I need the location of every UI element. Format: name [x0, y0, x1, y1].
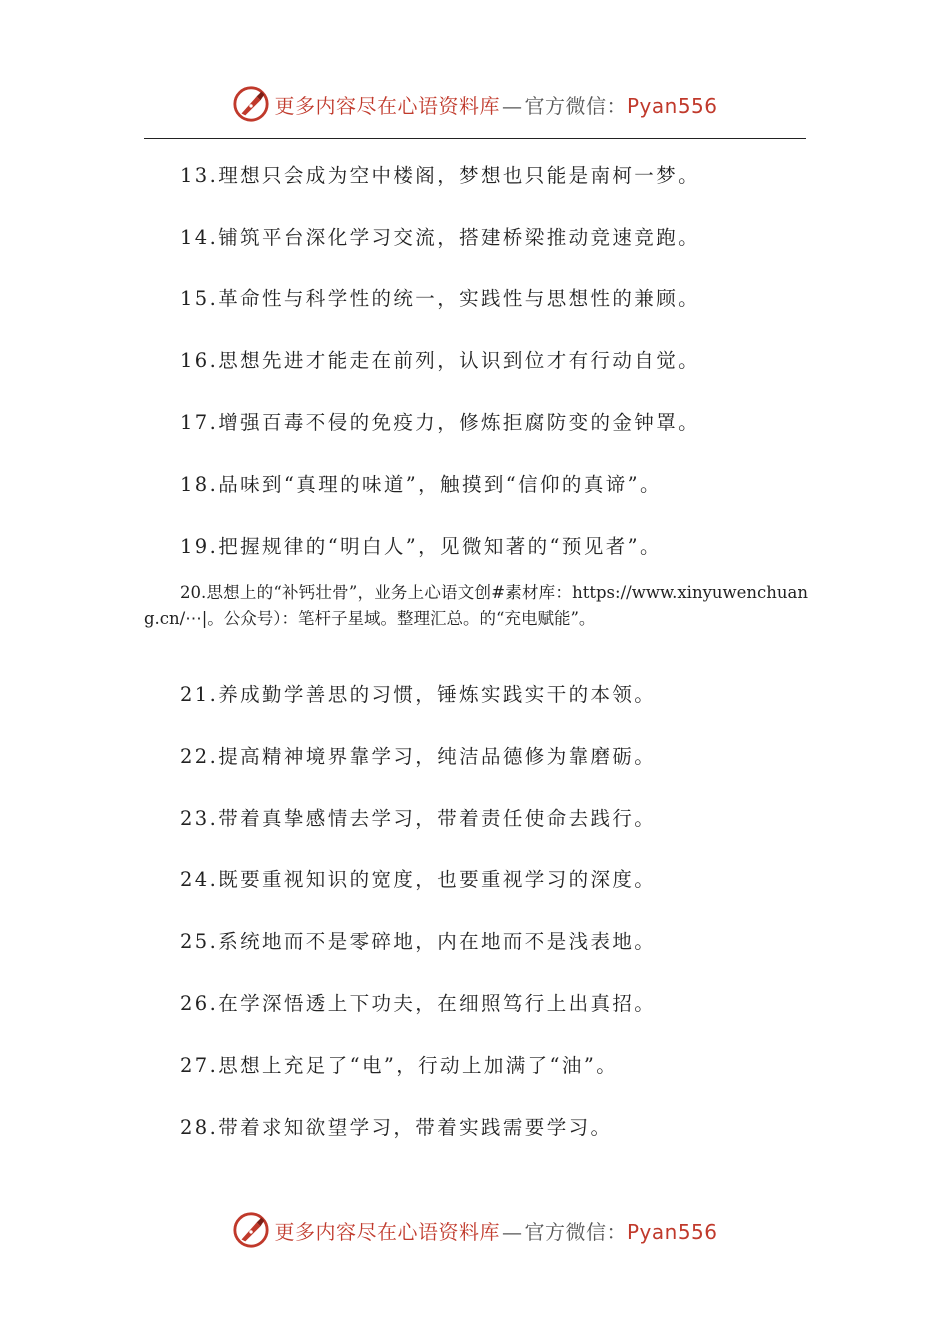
pen-nib-logo-icon: [232, 85, 270, 123]
list-item: 19.把握规律的“明白人”，见微知著的“预见者”。: [180, 535, 662, 558]
footer-banner-text: [274, 1216, 717, 1245]
list-item: 23.带着真挚感情去学习，带着责任使命去践行。: [180, 807, 657, 830]
list-item: 14.铺筑平台深化学习交流，搭建桥梁推动竞速竞跑。: [180, 226, 701, 249]
list-item: 18.品味到“真理的味道”，触摸到“信仰的真谛”。: [180, 473, 662, 496]
banner-separator: —: [501, 93, 523, 118]
list-item: 24.既要重视知识的宽度，也要重视学习的深度。: [180, 868, 657, 891]
list-item: 21.养成勤学善思的习惯，锤炼实践实干的本领。: [180, 683, 657, 706]
banner-sub-text: 官方微信：: [524, 93, 627, 118]
banner-wechat-id: Pyan556: [626, 1219, 718, 1244]
list-item: 27.思想上充足了“电”，行动上加满了“油”。: [180, 1054, 619, 1077]
list-item: 15.革命性与科学性的统一，实践性与思想性的兼顾。: [180, 287, 701, 310]
list-item: 16.思想先进才能走在前列，认识到位才有行动自觉。: [180, 349, 701, 372]
header-rule: [144, 138, 806, 139]
footer-banner: [0, 1208, 950, 1252]
list-item: 17.增强百毒不侵的免疫力，修炼拒腐防变的金钟罩。: [180, 411, 701, 434]
pen-nib-logo-icon: [232, 1211, 270, 1249]
list-item: 28.带着求知欲望学习，带着实践需要学习。: [180, 1116, 613, 1139]
header-banner-text: [274, 90, 717, 119]
list-item: 25.系统地而不是零碎地，内在地而不是浅表地。: [180, 930, 657, 953]
list-item: 13.理想只会成为空中楼阁，梦想也只能是南柯一梦。: [180, 164, 701, 187]
list-item-20-paragraph: 20.思想上的“补钙壮骨”，业务上心语文创#素材库：https://www.xinyuwenchuang.cn/⋯|。公众号）：笔杆子星域。整理汇总。的“充电赋能”。: [144, 583, 808, 628]
banner-separator: —: [501, 1219, 523, 1244]
banner-wechat-id: Pyan556: [626, 93, 718, 118]
list-item: 26.在学深悟透上下功夫，在细照笃行上出真招。: [180, 992, 657, 1015]
header-banner: [0, 82, 950, 126]
banner-main-text: 更多内容尽在心语资料库: [274, 1219, 500, 1244]
list-item: 22.提高精神境界靠学习，纯洁品德修为靠磨砺。: [180, 745, 657, 768]
banner-main-text: 更多内容尽在心语资料库: [274, 93, 500, 118]
banner-sub-text: 官方微信：: [524, 1219, 627, 1244]
